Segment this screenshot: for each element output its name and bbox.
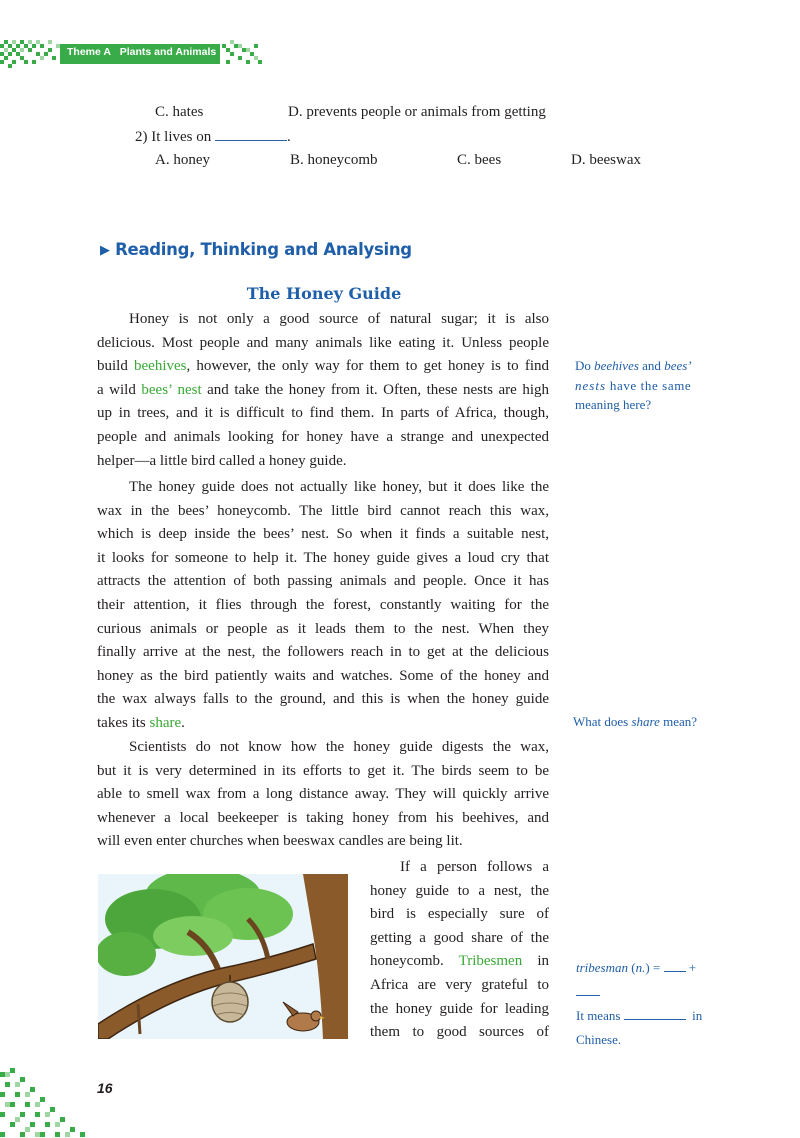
text-line: but it is very determined in its efforts to get it. The birds seem to be <box>97 762 549 779</box>
text-line: curious animals or people as it leads them to the nest. When they <box>97 620 549 637</box>
text-line: Scientists do not know how the honey guide digests the wax, <box>129 739 549 755</box>
option-c-bees: C. bees <box>457 152 502 168</box>
text-span: a wild <box>97 381 142 398</box>
sidenote-tribesman <box>576 956 711 1052</box>
highlight-bees-nest: bees’ nest <box>141 381 202 398</box>
footer-pixel-pattern <box>0 1068 92 1138</box>
text-span: and <box>638 358 665 373</box>
text-line: honey guide to a nest, the <box>370 882 549 899</box>
text-line: bird is especially sure of <box>370 906 549 923</box>
text-line <box>97 379 549 403</box>
text-line: up in trees, and it is difficult to find them. In parts of Africa, though, <box>97 405 549 422</box>
text-span: , however, the only way for them to get honey is to find <box>186 358 549 375</box>
section-heading-text: Reading, Thinking and Analysing <box>115 240 412 259</box>
question-2-suffix: . <box>287 129 291 145</box>
sidenote-beehives <box>575 356 710 415</box>
text-span: in <box>692 1008 703 1023</box>
text-line: getting a good share of the <box>370 929 549 946</box>
text-span: have the same <box>606 377 692 393</box>
highlight-beehives: beehives <box>134 358 187 375</box>
text-span: Do <box>575 358 595 373</box>
text-span: share <box>631 714 660 729</box>
text-span: What does <box>573 714 632 729</box>
sidenote-share <box>573 712 708 732</box>
text-line <box>97 712 549 736</box>
text-span: nests <box>575 377 606 393</box>
text-span: ) = <box>645 960 664 975</box>
text-span: and take the honey from it. Often, these nests are high <box>201 381 549 398</box>
text-line: honey as the bird patiently waits and watches. Some of the honey and <box>97 667 549 684</box>
text-span: n. <box>635 960 646 975</box>
text-line: delicious. Most people and many animals like eating it. Unless people <box>97 334 549 351</box>
story-title: The Honey Guide <box>246 284 402 303</box>
tree-illustration <box>98 874 348 1039</box>
theme-label: Theme A <box>67 46 111 58</box>
text-line: their attention, it flies through the forest, constantly waiting for the <box>97 596 549 613</box>
text-span: honeycomb. <box>370 953 459 970</box>
text-line: will even enter churches when beeswax candles are being lit. <box>97 833 463 850</box>
paragraph-1 <box>97 308 549 473</box>
text-line: it looks for someone to help it. The honey guide gives a loud cry that <box>97 549 549 566</box>
option-d-prevents: D. prevents people or animals from getting <box>288 104 546 120</box>
text-span: beehives <box>594 358 639 373</box>
tribesman-blank-1[interactable] <box>664 960 686 972</box>
text-span: Chinese. <box>576 1032 622 1047</box>
section-heading <box>100 240 412 259</box>
page-number: 16 <box>97 1080 113 1096</box>
text-span: ( <box>628 960 636 975</box>
text-line: the honey guide for leading <box>370 1000 549 1017</box>
text-line: helper—a little bird called a honey guide. <box>97 452 347 469</box>
question-2-text: 2) It lives on <box>135 129 212 145</box>
option-a-honey: A. honey <box>155 152 210 168</box>
text-line <box>370 950 549 974</box>
text-span: mean? <box>659 714 698 729</box>
text-line: wax in the bees’ honeycomb. The little bird cannot reach this wax, <box>97 502 549 519</box>
text-line: If a person follows a <box>400 859 549 875</box>
text-span: build <box>97 358 135 375</box>
triangle-bullet-icon: ▶ <box>100 243 110 258</box>
text-line: the wax always falls to the ground, and this is when the honey guide <box>97 691 549 708</box>
text-line: Honey is not only a good source of natural sugar; it is also <box>129 311 549 327</box>
text-span: + <box>685 960 697 975</box>
text-span: tribesman <box>576 960 628 975</box>
text-line: which is deep inside the bees’ nest. So when it finds a suitable nest, <box>97 526 549 543</box>
highlight-share: share <box>149 714 182 731</box>
option-c-hates: C. hates <box>155 104 204 120</box>
option-b-honeycomb: B. honeycomb <box>290 152 378 168</box>
paragraph-2 <box>97 476 549 736</box>
paragraph-3 <box>97 736 549 854</box>
text-span: meaning here? <box>575 397 652 412</box>
chinese-meaning-blank[interactable] <box>624 1008 686 1020</box>
answer-blank[interactable] <box>215 128 287 141</box>
text-line: able to smell wax from a long distance away. They will quickly arrive <box>97 786 549 803</box>
text-line: finally arrive at the nest, the followers reach in to get at the delicious <box>97 644 549 661</box>
text-line: Africa are very grateful to <box>370 976 549 993</box>
option-d-beeswax: D. beeswax <box>571 152 641 168</box>
text-span: It means <box>576 1008 621 1023</box>
text-line <box>97 355 549 379</box>
text-span: bees’ <box>664 358 692 373</box>
text-span: . <box>181 714 185 731</box>
question-2 <box>135 128 291 146</box>
text-line: The honey guide does not actually like honey, but it does like the <box>129 479 549 495</box>
highlight-tribesmen: Tribesmen <box>458 953 523 970</box>
text-line: attracts the attention of both passing animals and people. Once it has <box>97 573 549 590</box>
text-line: them to good sources of <box>370 1024 549 1041</box>
tribesman-blank-2[interactable] <box>576 984 600 996</box>
paragraph-4 <box>370 856 549 1045</box>
theme-header <box>67 46 216 58</box>
text-span: in <box>522 953 550 970</box>
text-line: whenever a local beekeeper is taking honey from his beehives, and <box>97 809 549 826</box>
text-span: takes its <box>97 714 150 731</box>
theme-title: Plants and Animals <box>119 46 217 58</box>
text-line: people and animals looking for honey have a strange and unexpected <box>97 428 549 445</box>
